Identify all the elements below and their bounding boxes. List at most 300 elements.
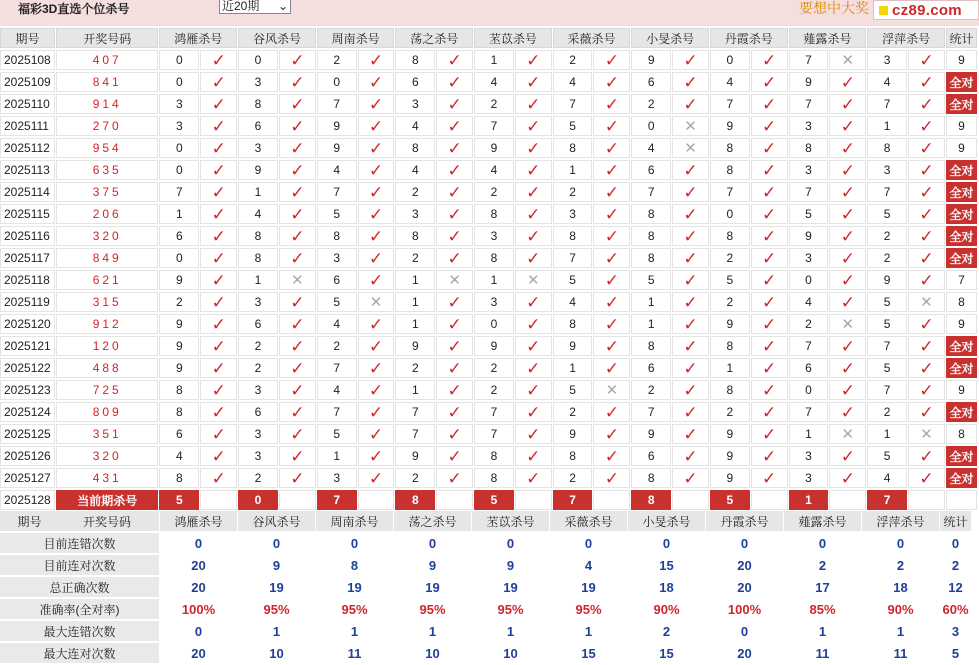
check-icon: ✓ [593,182,630,202]
check-icon: ✓ [908,402,945,422]
kill-number-cell: 8 [474,248,514,268]
kill-number-cell: 3 [317,468,357,488]
kill-number-cell: 4 [159,446,199,466]
check-icon: ✓ [436,424,473,444]
stats-value: 0 [428,535,437,551]
kill-number-cell: 6 [317,270,357,290]
period-cell: 2025126 [0,446,55,466]
check-icon: ✓ [829,468,866,488]
cross-icon: ✕ [358,292,395,312]
kill-number-cell: 5 [867,358,907,378]
stat-cell: 全对 [946,160,977,180]
column-header-period-number [0,511,159,531]
period-cell: 2025122 [0,358,55,378]
kill-number-cell: 2 [710,292,750,312]
table-row [0,270,977,290]
kill-number-cell: 2 [395,248,435,268]
check-icon: ✓ [436,248,473,268]
stats-value: 95% [419,601,446,617]
check-icon: ✓ [200,204,237,224]
check-icon: ✓ [515,116,552,136]
stats-value: 20 [737,579,752,595]
check-icon: ✓ [436,402,473,422]
check-icon: ✓ [358,380,395,400]
check-icon: ✓ [279,94,316,114]
check-icon: ✓ [279,248,316,268]
column-header-expert: 丹霞杀号 [706,511,783,531]
slogan-text: 要想中大奖 [799,0,869,16]
kill-number-cell: 8 [553,138,593,158]
kill-number-cell: 2 [474,182,514,202]
kill-number-cell: 3 [159,94,199,114]
cross-icon: ✕ [672,116,709,136]
kill-number-cell: 3 [238,446,278,466]
kill-number-cell: 1 [317,446,357,466]
check-icon: ✓ [672,358,709,378]
kill-number-cell: 3 [238,292,278,312]
check-icon: ✓ [751,380,788,400]
winning-number-cell: 206 [56,204,159,224]
current-period-row [0,490,977,510]
kill-number-cell: 4 [474,72,514,92]
stats-value: 5 [951,645,960,661]
check-icon: ✓ [751,248,788,268]
column-header-expert: 苤苡杀号 [472,511,549,531]
kill-number-cell: 2 [553,50,593,70]
kill-number-cell: 7 [867,182,907,202]
kill-number-cell: 1 [631,314,671,334]
kill-number-cell: 2 [238,468,278,488]
column-header-expert: 谷风杀号 [238,28,316,48]
check-icon: ✓ [908,336,945,356]
empty-cell [946,490,977,510]
stats-label: 总正确次数 [0,577,159,597]
period-cell: 2025113 [0,160,55,180]
stats-value: 12 [948,579,963,595]
check-icon: ✓ [672,270,709,290]
kill-number-cell: 1 [238,270,278,290]
kill-number-cell: 8 [631,468,671,488]
period-range-select[interactable] [219,0,291,14]
check-icon: ✓ [515,94,552,114]
stats-value: 15 [659,557,674,573]
check-icon: ✓ [515,358,552,378]
kill-number-cell: 1 [789,424,829,444]
check-icon: ✓ [829,72,866,92]
kill-number-cell: 8 [238,248,278,268]
check-icon: ✓ [829,270,866,290]
check-icon: ✓ [358,248,395,268]
table-row [0,314,977,334]
header-row [0,28,977,48]
kill-number-cell: 7 [474,116,514,136]
check-icon: ✓ [672,336,709,356]
table-row [0,226,977,246]
stats-value: 0 [350,535,359,551]
check-icon: ✓ [200,424,237,444]
check-icon: ✓ [358,424,395,444]
check-icon: ✓ [279,50,316,70]
check-icon: ✓ [751,116,788,136]
kill-number-cell: 6 [238,314,278,334]
check-icon: ✓ [908,160,945,180]
check-icon: ✓ [829,446,866,466]
period-cell: 2025125 [0,424,55,444]
cross-icon: ✕ [593,380,630,400]
check-icon: ✓ [829,402,866,422]
kill-number-cell: 2 [238,336,278,356]
stat-cell: 9 [946,116,977,136]
cross-icon: ✕ [908,292,945,312]
kill-number-cell: 9 [631,424,671,444]
check-icon: ✓ [515,248,552,268]
stats-value: 2 [896,557,905,573]
table-row [0,468,977,488]
check-icon: ✓ [593,468,630,488]
period-cell: 2025110 [0,94,55,114]
kill-number-cell: 1 [395,292,435,312]
check-icon: ✓ [358,314,395,334]
kill-number-cell: 7 [867,336,907,356]
stats-value: 10 [425,645,440,661]
table-row [0,380,977,400]
check-icon: ✓ [200,116,237,136]
kill-number-cell: 1 [553,160,593,180]
kill-number-cell: 8 [631,226,671,246]
kill-number-cell: 8 [710,336,750,356]
check-icon: ✓ [358,72,395,92]
check-icon: ✓ [593,50,630,70]
empty-cell [358,490,395,510]
kill-number-cell: 9 [395,336,435,356]
kill-number-cell: 7 [553,94,593,114]
check-icon: ✓ [515,138,552,158]
kill-number-cell: 5 [317,204,357,224]
kill-number-cell: 3 [317,248,357,268]
check-icon: ✓ [593,116,630,136]
stat-cell: 7 [946,270,977,290]
stat-cell: 全对 [946,204,977,224]
check-icon: ✓ [593,314,630,334]
check-icon: ✓ [358,358,395,378]
kill-number-cell: 9 [710,116,750,136]
stat-cell: 全对 [946,402,977,422]
kill-number-cell: 8 [710,380,750,400]
stats-value: 20 [191,557,206,573]
check-icon: ✓ [593,270,630,290]
kill-number-cell: 9 [159,336,199,356]
check-icon: ✓ [515,380,552,400]
check-icon: ✓ [672,380,709,400]
column-header-expert: 苤苡杀号 [474,28,552,48]
kill-number-cell: 3 [395,204,435,224]
kill-number-cell: 1 [474,50,514,70]
kill-number-cell: 0 [159,248,199,268]
current-kill-number: 7 [867,490,907,510]
kill-number-cell: 8 [710,160,750,180]
kill-number-cell: 4 [710,72,750,92]
kill-number-cell: 8 [474,446,514,466]
kill-number-cell: 7 [317,182,357,202]
stats-label: 准确率(全对率) [0,599,159,619]
stats-value: 19 [269,579,284,595]
check-icon: ✓ [436,116,473,136]
check-icon: ✓ [829,204,866,224]
kill-number-cell: 2 [631,380,671,400]
check-icon: ✓ [436,50,473,70]
check-icon: ✓ [908,50,945,70]
check-icon: ✓ [515,314,552,334]
check-icon: ✓ [436,468,473,488]
check-icon: ✓ [908,358,945,378]
kill-number-cell: 7 [474,402,514,422]
check-icon: ✓ [751,292,788,312]
period-cell: 2025115 [0,204,55,224]
check-icon: ✓ [515,182,552,202]
period-cell: 2025119 [0,292,55,312]
stats-value: 9 [506,557,515,573]
column-header-number: 开奖号码 [56,28,159,48]
check-icon: ✓ [593,248,630,268]
period-cell: 2025124 [0,402,55,422]
kill-number-cell: 3 [789,160,829,180]
kill-number-cell: 9 [631,50,671,70]
current-kill-number: 0 [238,490,278,510]
kill-number-cell: 3 [789,446,829,466]
check-icon: ✓ [436,160,473,180]
check-icon: ✓ [358,402,395,422]
stats-value: 1 [272,623,281,639]
check-icon: ✓ [436,182,473,202]
stats-value: 18 [659,579,674,595]
stats-value: 1 [350,623,359,639]
kill-number-cell: 5 [553,116,593,136]
kill-number-cell: 2 [710,248,750,268]
stats-value: 8 [350,557,359,573]
kill-number-cell: 9 [789,226,829,246]
table-row [0,358,977,378]
table-row [0,336,977,356]
check-icon: ✓ [358,182,395,202]
winning-number-cell: 809 [56,402,159,422]
kill-number-cell: 7 [631,182,671,202]
column-header-expert: 周南杀号 [317,28,395,48]
stats-value: 1 [428,623,437,639]
check-icon: ✓ [593,424,630,444]
winning-number-cell: 914 [56,94,159,114]
kill-number-table [0,26,978,512]
kill-number-cell: 0 [789,270,829,290]
kill-number-cell: 8 [395,138,435,158]
empty-cell [515,490,552,510]
period-cell: 2025123 [0,380,55,400]
winning-number-cell: 621 [56,270,159,290]
winning-number-cell: 320 [56,226,159,246]
stats-value: 19 [581,579,596,595]
kill-number-cell: 5 [317,424,357,444]
check-icon: ✓ [279,226,316,246]
stat-cell: 全对 [946,94,977,114]
check-icon: ✓ [358,336,395,356]
check-icon: ✓ [279,292,316,312]
kill-number-cell: 9 [159,270,199,290]
check-icon: ✓ [908,248,945,268]
kill-number-cell: 4 [789,292,829,312]
stats-value: 1 [896,623,905,639]
kill-number-cell: 7 [789,336,829,356]
kill-number-cell: 8 [631,204,671,224]
stats-value: 15 [581,645,596,661]
kill-number-cell: 9 [553,424,593,444]
stats-header-row [0,511,971,531]
check-icon: ✓ [358,138,395,158]
table-row [0,248,977,268]
kill-number-cell: 2 [710,402,750,422]
check-icon: ✓ [436,358,473,378]
stats-value: 1 [818,623,827,639]
check-icon: ✓ [515,446,552,466]
kill-number-cell: 7 [867,380,907,400]
check-icon: ✓ [908,468,945,488]
check-icon: ✓ [672,50,709,70]
kill-number-cell: 2 [553,182,593,202]
kill-number-cell: 9 [710,446,750,466]
check-icon: ✓ [279,380,316,400]
stats-row [0,555,971,575]
stats-value: 95% [497,601,524,617]
stat-cell: 9 [946,314,977,334]
kill-number-cell: 8 [159,402,199,422]
kill-number-cell: 5 [710,270,750,290]
check-icon: ✓ [200,468,237,488]
cross-icon: ✕ [908,424,945,444]
kill-number-cell: 3 [159,116,199,136]
stats-value: 0 [818,535,827,551]
period-cell: 2025116 [0,226,55,246]
check-icon: ✓ [751,402,788,422]
stat-cell: 全对 [946,182,977,202]
stats-label: 最大连错次数 [0,621,159,641]
check-icon: ✓ [751,446,788,466]
check-icon: ✓ [908,314,945,334]
stats-value: 0 [194,623,203,639]
check-icon: ✓ [436,446,473,466]
kill-number-cell: 8 [789,138,829,158]
check-icon: ✓ [279,314,316,334]
winning-number-cell: 351 [56,424,159,444]
check-icon: ✓ [829,226,866,246]
check-icon: ✓ [279,182,316,202]
kill-number-cell: 7 [317,358,357,378]
kill-number-cell: 8 [395,226,435,246]
kill-number-cell: 7 [317,94,357,114]
kill-number-cell: 8 [553,446,593,466]
kill-number-cell: 2 [867,248,907,268]
column-header-expert: 薤露杀号 [789,28,867,48]
check-icon: ✓ [436,226,473,246]
kill-number-cell: 2 [474,380,514,400]
column-header-expert: 薤露杀号 [784,511,861,531]
check-icon: ✓ [436,336,473,356]
check-icon: ✓ [751,160,788,180]
check-icon: ✓ [279,336,316,356]
kill-number-cell: 2 [395,182,435,202]
check-icon: ✓ [279,204,316,224]
current-period-cell: 2025128 [0,490,55,510]
kill-number-cell: 9 [710,314,750,334]
stats-value: 18 [893,579,908,595]
kill-number-cell: 0 [159,72,199,92]
check-icon: ✓ [358,226,395,246]
check-icon: ✓ [200,182,237,202]
stats-value: 20 [191,645,206,661]
kill-number-cell: 0 [631,116,671,136]
site-logo[interactable] [873,0,979,20]
kill-number-cell: 8 [710,226,750,246]
stat-cell: 8 [946,424,977,444]
check-icon: ✓ [515,468,552,488]
winning-number-cell: 912 [56,314,159,334]
table-row [0,402,977,422]
check-icon: ✓ [908,446,945,466]
check-icon: ✓ [751,226,788,246]
table-row [0,424,977,444]
kill-number-cell: 7 [317,402,357,422]
column-header-expert: 鸿雁杀号 [160,511,237,531]
kill-number-cell: 6 [631,72,671,92]
winning-number-cell: 270 [56,116,159,136]
check-icon: ✓ [672,292,709,312]
kill-number-cell: 5 [867,314,907,334]
table-row [0,72,977,92]
kill-number-cell: 7 [159,182,199,202]
kill-number-cell: 9 [159,358,199,378]
kill-number-cell: 1 [159,204,199,224]
check-icon: ✓ [751,138,788,158]
kill-number-cell: 4 [395,116,435,136]
stats-value: 3 [951,623,960,639]
check-icon: ✓ [358,270,395,290]
table-row [0,50,977,70]
empty-cell [279,490,316,510]
check-icon: ✓ [751,72,788,92]
kill-number-cell: 6 [631,160,671,180]
check-icon: ✓ [358,204,395,224]
kill-number-cell: 4 [317,160,357,180]
check-icon: ✓ [200,226,237,246]
check-icon: ✓ [829,248,866,268]
top-bar [0,0,979,26]
page-title: 福彩3D直选个位杀号 [18,2,130,16]
check-icon: ✓ [672,226,709,246]
stats-value: 0 [740,623,749,639]
kill-number-cell: 2 [317,336,357,356]
kill-number-cell: 5 [867,446,907,466]
check-icon: ✓ [751,468,788,488]
stats-row [0,621,971,641]
check-icon: ✓ [200,50,237,70]
stat-cell: 全对 [946,72,977,92]
kill-number-cell: 8 [474,468,514,488]
check-icon: ✓ [200,380,237,400]
kill-number-cell: 1 [553,358,593,378]
check-icon: ✓ [515,424,552,444]
check-icon: ✓ [751,94,788,114]
kill-number-cell: 5 [553,380,593,400]
check-icon: ✓ [515,292,552,312]
stats-value: 90% [653,601,680,617]
period-cell: 2025121 [0,336,55,356]
